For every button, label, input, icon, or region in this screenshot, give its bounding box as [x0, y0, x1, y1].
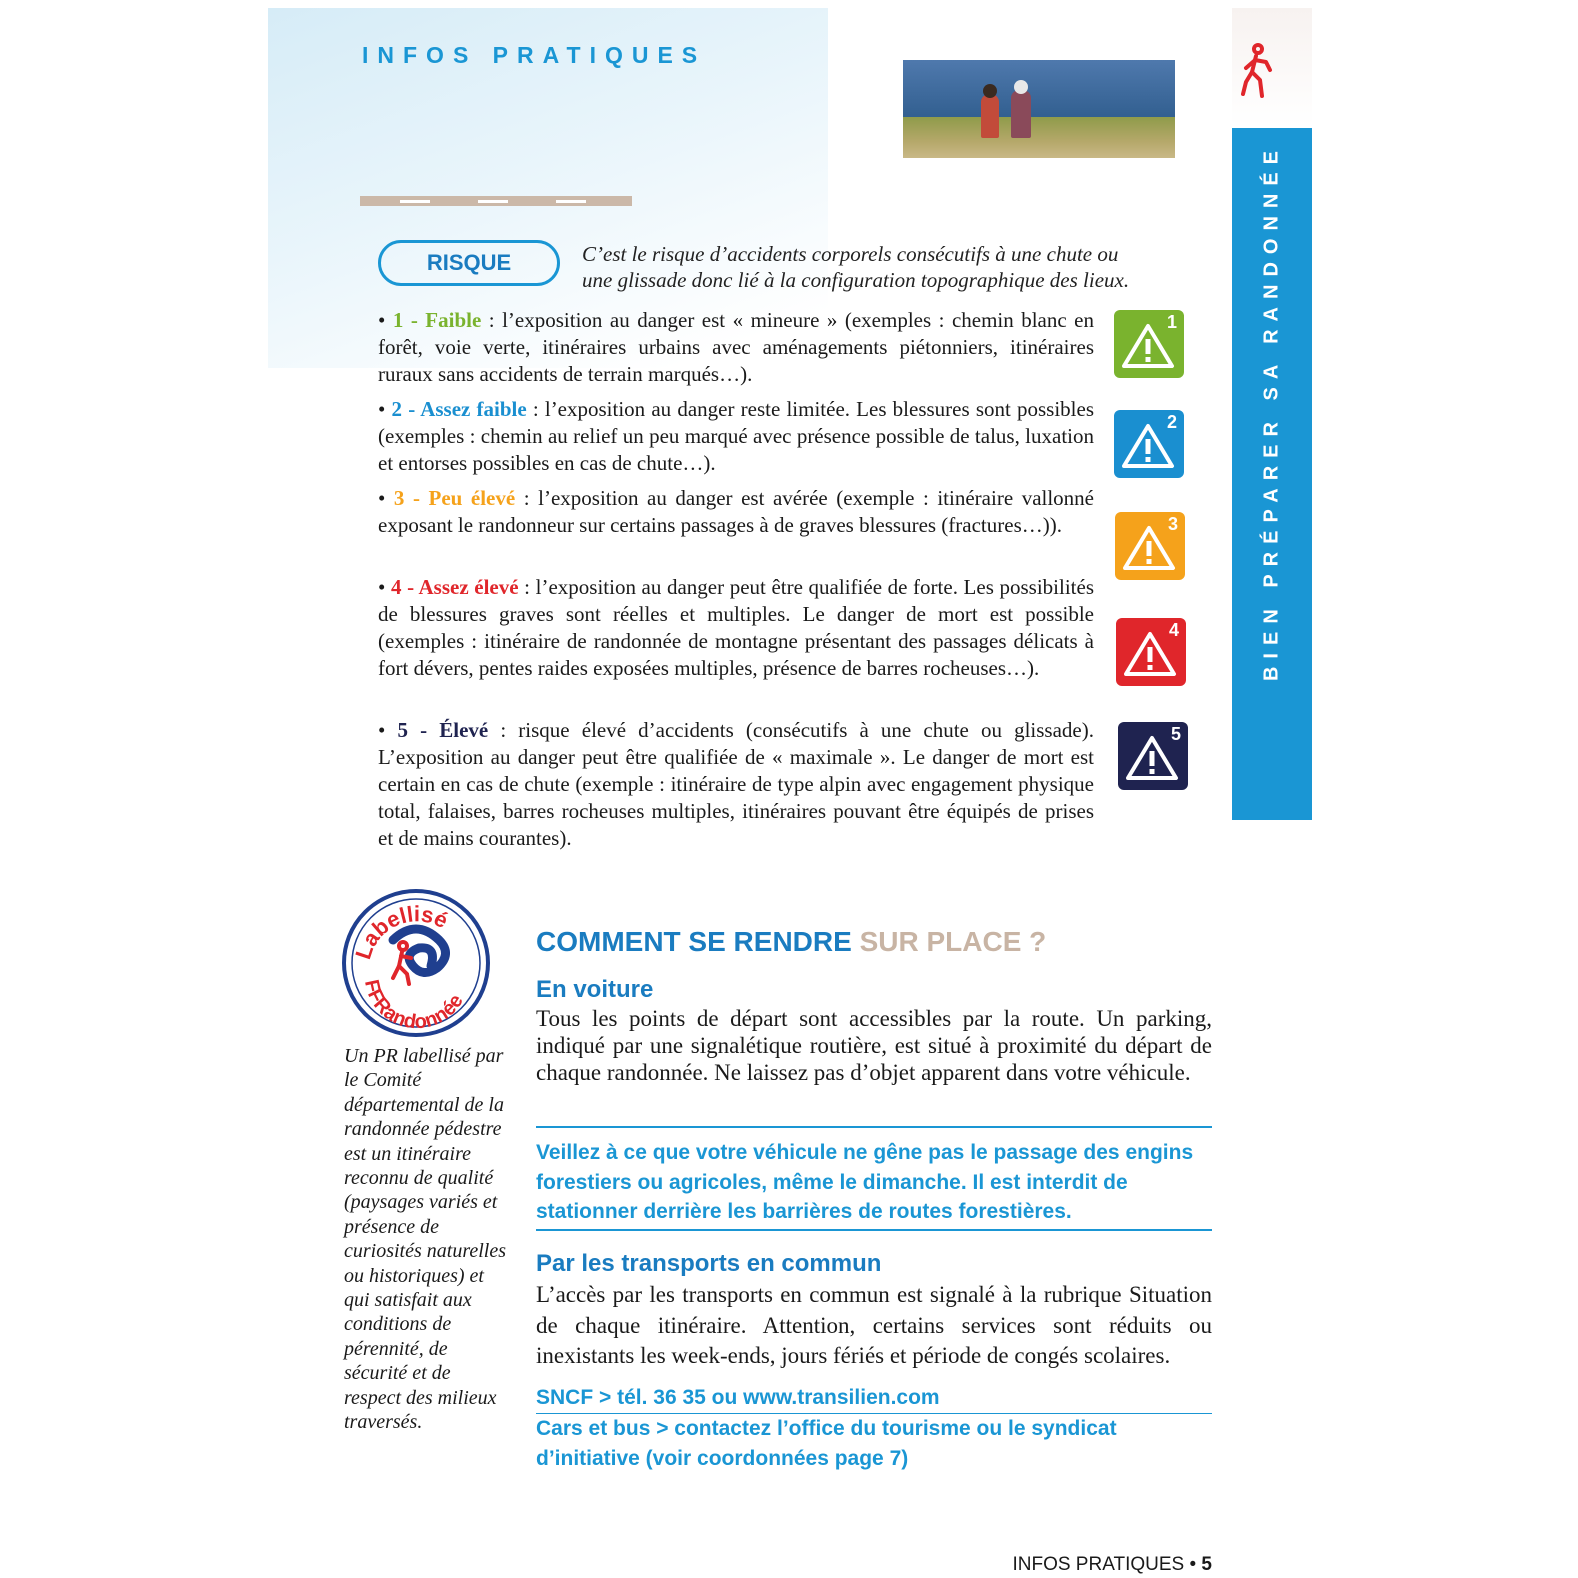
page-number: 5 [1201, 1554, 1212, 1575]
access-section-title: COMMENT SE RENDRE SUR PLACE ? [536, 926, 1047, 957]
risk-level-5: • 5 - Élevé : risque élevé d’accidents (consécutifs à une chute ou glissade). L’exposition au danger peut être qualifiée de « maximale ». Le danger de mort est certain en cas de chute (exemple : itinéraire de type alpin avec engagement physique total, falaises, barres rocheuses multiples, itinéraires pouvant être équipés de prises et de mains courantes). [378, 718, 1094, 850]
car-paragraph: Tous les points de départ sont accessibles par la route. Un parking, indiqué par une signalétique routière, est situé à proximité du départ de chaque randonnée. Ne laissez pas d’objet apparent dans votre véhicule. [536, 1006, 1212, 1085]
risk-level-label: 3 - Peu élevé [393, 486, 516, 510]
notice-bottom-rule [536, 1229, 1212, 1231]
parking-notice: Veillez à ce que votre véhicule ne gêne pas le passage des engins forestiers ou agricoles, même le dimanche. Il est interdit de stationner derrière les barrières de routes forestières. [536, 1141, 1194, 1223]
risk-level-text: : l’exposition au danger reste limitée. Les blessures sont possibles (exemples : chemin au relief un peu marqué avec présence possible de talus, luxation et entorses possibles en cas de chute…). [378, 397, 1095, 475]
risque-definition: C’est le risque d’accidents corporels consécutifs à une chute ou une glissade donc lié à la configuration topographique des lieux. [582, 242, 1130, 292]
risk-level-label: 5 - Élevé [397, 718, 489, 742]
risk-badge-3: 3 [1115, 512, 1185, 580]
transit-subtitle: Par les transports en commun [536, 1250, 882, 1277]
risk-level-text: : risque élevé d’accidents (consécutifs à une chute ou glissade). L’exposition au danger peut être qualifiée de « maximale ». Le danger de mort est certain en cas de chute (exemple : itinéraire de type alpin avec engagement physique total, falaises, barres rocheuses multiples, itinéraires pouvant être équipés de prises et de mains courantes). [378, 718, 1094, 850]
risk-level-label: 4 - Assez élevé [390, 575, 519, 599]
page-header-title: INFOS PRATIQUES [362, 42, 707, 68]
sidebar-label: BIEN PRÉPARER SA RANDONNÉE [1260, 142, 1283, 682]
risk-level-text: : l’exposition au danger est avérée (exemple : itinéraire vallonné exposant le randonneur sur certains passages à de graves blessures (fractures…)). [378, 486, 1095, 537]
svg-text:FFRandonnée: FFRandonnée [359, 977, 468, 1034]
page-footer: INFOS PRATIQUES • 5 [1012, 1554, 1212, 1575]
risk-level-label: 2 - Assez faible [391, 397, 527, 421]
risk-level-2: • 2 - Assez faible : l’exposition au danger reste limitée. Les blessures sont possibles (exemples : chemin au relief un peu marqué avec présence possible de talus, luxation et entorses possibles en cas de chute…). [378, 397, 1095, 475]
risk-badge-2: 2 [1114, 410, 1184, 478]
risque-badge: RISQUE [378, 240, 560, 286]
risk-badge-5: 5 [1118, 722, 1188, 790]
risk-level-text: : l’exposition au danger peut être qualifiée de forte. Les possibilités de blessures graves sont réelles et multiples. Le danger de mort est possible (exemples : itinéraire de randonnée de montagne présentant des passages délicats à fort dévers, pentes raides exposées multiples, présence de barres rocheuses…). [378, 575, 1094, 680]
hikers-photo [903, 60, 1175, 158]
transit-paragraph: L’accès par les transports en commun est signalé à la rubrique Situation de chaque itinéraire. Attention, certains services sont réduits ou inexistants les week-ends, jours fériés et période de congés scolaires. [536, 1282, 1212, 1368]
risk-level-label: 1 - Faible [392, 308, 482, 332]
sncf-contact: SNCF > tél. 36 35 ou www.transilien.com [536, 1386, 940, 1409]
risk-badge-1: 1 [1114, 310, 1184, 378]
section-divider [360, 196, 632, 206]
ffrandonnee-label-logo [341, 888, 491, 1038]
risk-level-3: • 3 - Peu élevé : l’exposition au danger est avérée (exemple : itinéraire vallonné exposant le randonneur sur certains passages à de graves blessures (fractures…)). [378, 486, 1095, 537]
logo-caption: Un PR labellisé par le Comité départemental de la randonnée pédestre est un itinéraire reconnu de qualité (paysages variés et présence de curiosités naturelles ou historiques) et qui satisfait aux conditions de pérennité, de sécurité et de respect des milieux traversés. [344, 1045, 507, 1434]
notice-top-rule [536, 1126, 1212, 1128]
car-subtitle: En voiture [536, 976, 654, 1003]
risk-level-1: • 1 - Faible : l’exposition au danger est « mineure » (exemples : chemin blanc en forêt, voie verte, itinéraires urbains avec aménagements piétonniers, itinéraires ruraux sans accidents de terrain marqués…). [378, 308, 1095, 386]
svg-text:Labellisé: Labellisé [350, 901, 452, 963]
risk-level-4: • 4 - Assez élevé : l’exposition au danger peut être qualifiée de forte. Les possibilités de blessures graves sont réelles et multiples. Le danger de mort est possible (exemples : itinéraire de randonnée de montagne présentant des passages délicats à fort dévers, pentes raides exposées multiples, présence de barres rocheuses…). [378, 575, 1094, 680]
bus-contact: Cars et bus > contactez l’office du tourisme ou le syndicat d’initiative (voir coordonnées page 7) [536, 1417, 1117, 1470]
hiker-icon [1240, 42, 1274, 102]
risk-badge-4: 4 [1116, 618, 1186, 686]
risk-level-text: : l’exposition au danger est « mineure » (exemples : chemin blanc en forêt, voie verte, itinéraires urbains avec aménagements piétonniers, itinéraires ruraux sans accidents de terrain marqués…). [378, 308, 1095, 386]
